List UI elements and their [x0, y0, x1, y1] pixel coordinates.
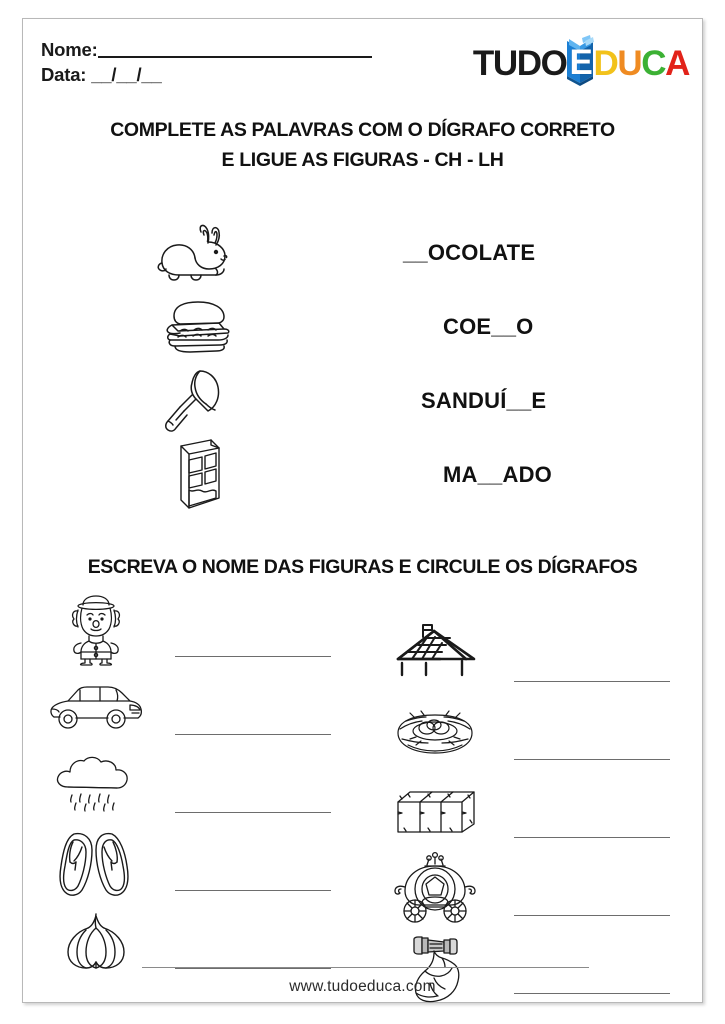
- name-write-line[interactable]: [98, 56, 372, 58]
- rabbit-icon[interactable]: [141, 217, 251, 289]
- match-row: [23, 291, 702, 363]
- write-line[interactable]: [514, 681, 670, 682]
- garlic-icon[interactable]: [37, 903, 155, 981]
- worksheet-header: [23, 19, 702, 99]
- naming-exercise: [23, 591, 702, 986]
- axe-icon[interactable]: [141, 365, 251, 437]
- match-word[interactable]: __OCOLATE: [403, 240, 536, 265]
- write-line[interactable]: [175, 968, 331, 969]
- hay-bale-icon[interactable]: [376, 772, 494, 850]
- write-line[interactable]: [514, 837, 670, 838]
- date-field-row[interactable]: Data: __/__/__: [41, 64, 162, 85]
- worksheet-page: [22, 18, 703, 1003]
- match-row: [23, 365, 702, 437]
- logo-letter-d: D: [593, 43, 618, 83]
- naming-item: [29, 825, 359, 903]
- write-line[interactable]: [175, 812, 331, 813]
- write-line[interactable]: [175, 890, 331, 891]
- logo-letter-c: C: [641, 43, 666, 83]
- logo-text-tudo: TUDO: [472, 43, 567, 83]
- naming-item: [29, 903, 359, 981]
- write-line[interactable]: [514, 915, 670, 916]
- logo-book-letter-e: [564, 41, 594, 85]
- nest-icon[interactable]: [376, 694, 494, 772]
- naming-item: [368, 694, 698, 772]
- logo-letter-u: U: [617, 43, 642, 83]
- write-line[interactable]: [175, 656, 331, 657]
- instruction-block-1: [23, 115, 702, 175]
- logo-letter-a: A: [665, 43, 689, 83]
- naming-item: [368, 850, 698, 928]
- logo-letter-e: E: [569, 43, 592, 82]
- match-exercise: [23, 217, 702, 537]
- chocolate-bar-icon[interactable]: [141, 439, 251, 511]
- name-field-row: [41, 39, 372, 61]
- sandwich-icon[interactable]: [141, 291, 251, 363]
- match-word[interactable]: COE__O: [443, 314, 534, 339]
- naming-item: [29, 747, 359, 825]
- naming-item: [29, 591, 359, 669]
- flip-flops-icon[interactable]: [37, 825, 155, 903]
- carriage-icon[interactable]: [376, 850, 494, 928]
- match-word[interactable]: SANDUÍ__E: [421, 388, 547, 413]
- match-word[interactable]: MA__ADO: [443, 462, 552, 487]
- footer-divider: [142, 967, 589, 968]
- naming-item: [29, 669, 359, 747]
- name-label: Nome:: [41, 39, 98, 60]
- footer-website[interactable]: www.tudoeduca.com: [289, 978, 436, 995]
- tudoeduca-logo: [473, 41, 689, 85]
- match-row: [23, 217, 702, 289]
- match-row: [23, 439, 702, 511]
- roof-tiles-icon[interactable]: [376, 616, 494, 694]
- instruction-line-2: E LIGUE AS FIGURAS - CH - LH: [221, 149, 504, 172]
- write-line[interactable]: [514, 759, 670, 760]
- naming-item: [368, 772, 698, 850]
- naming-item: [368, 616, 698, 694]
- instruction-line-1: COMPLETE AS PALAVRAS COM O DÍGRAFO CORRETO: [110, 119, 615, 141]
- clown-icon[interactable]: [37, 591, 155, 669]
- car-icon[interactable]: [37, 669, 155, 747]
- instruction-section-2: ESCREVA O NOME DAS FIGURAS E CIRCULE OS DÍGRAFOS: [87, 556, 638, 578]
- write-line[interactable]: [175, 734, 331, 735]
- rain-cloud-icon[interactable]: [37, 747, 155, 825]
